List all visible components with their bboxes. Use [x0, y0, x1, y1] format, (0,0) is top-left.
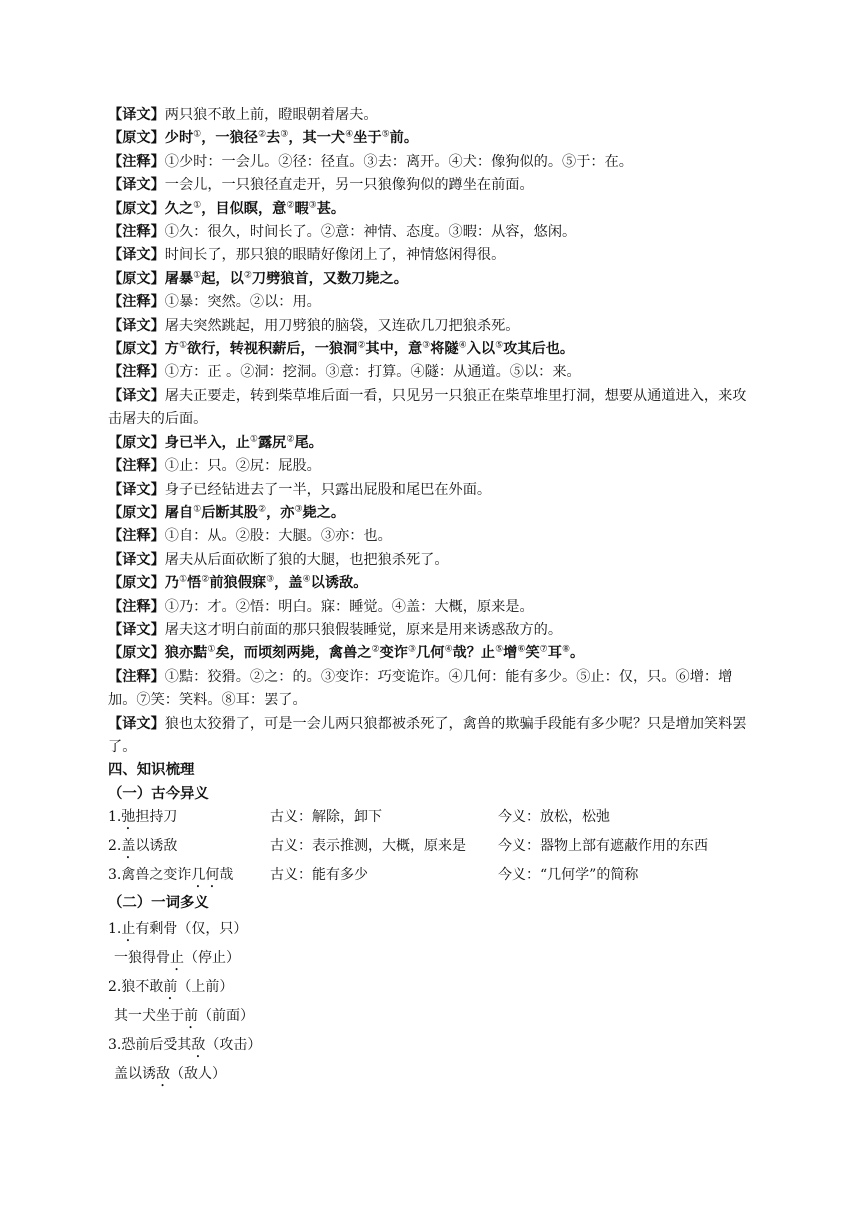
- line-text: 屠夫从后面砍断了狼的大腿，也把狼杀死了。: [164, 551, 449, 568]
- line-tag: 【译文】: [108, 715, 165, 732]
- note-marker: ①: [178, 574, 188, 585]
- line-text: 狼也太狡猾了，可是一会儿两只狼都被杀死了，禽兽的欺骗手段能有多少呢？只是增加笑料罢了。: [108, 715, 747, 755]
- phrase-suffix: 哉: [219, 867, 234, 884]
- text-line: [108, 525, 753, 548]
- emphasized-word: 敌: [191, 1036, 206, 1053]
- line-tag: 【原文】: [108, 270, 165, 287]
- line-text: 时间长了，那只狼的眼睛好像闭上了，神情悠闲得很。: [164, 247, 506, 264]
- table-row: [108, 862, 753, 891]
- line-tag: 【原文】: [108, 341, 165, 358]
- text-line: [108, 666, 753, 713]
- original-text: 前狼假寐: [209, 575, 267, 592]
- item-prefix: 1.: [108, 920, 122, 937]
- note-marker: ①: [193, 129, 202, 140]
- line-text: 屠夫突然跳起，用刀劈狼的脑袋，又连砍几刀把狼杀死。: [164, 317, 520, 334]
- text-line: [108, 479, 753, 502]
- original-text: 少时: [164, 130, 194, 147]
- item-prefix: 其一犬坐于: [114, 1007, 184, 1024]
- text-line: [108, 619, 753, 642]
- original-text: ，目似瞑，意: [201, 200, 287, 217]
- text-line: [108, 198, 753, 221]
- phrase-suffix: 以诱敌: [135, 838, 178, 855]
- list-item: [108, 1061, 753, 1090]
- line-tag: 【原文】: [108, 575, 165, 592]
- note-marker: ②: [286, 433, 295, 444]
- ancient-meaning: 古义：表示推测，大概，原来是: [270, 838, 466, 855]
- text-line: [108, 502, 753, 525]
- original-text: 矣，而顷刻两毙，禽兽之: [215, 645, 372, 662]
- original-text: 将隧: [430, 341, 459, 358]
- text-line: [108, 596, 753, 619]
- line-tag: 【注释】: [108, 364, 165, 381]
- line-tag: 【译文】: [108, 621, 165, 638]
- original-text: 前。: [389, 130, 419, 147]
- emphasized-word: 敌: [156, 1065, 170, 1082]
- emphasized-word: 前: [184, 1007, 198, 1024]
- item-prefix: 一狼得骨: [114, 949, 170, 966]
- phrase-prefix: 2.: [108, 838, 122, 855]
- original-text: 久之: [164, 200, 194, 217]
- line-tag: 【原文】: [108, 645, 165, 662]
- original-text: 变诈: [379, 645, 408, 662]
- note-marker: ①: [207, 644, 216, 655]
- line-tag: 【译文】: [108, 247, 165, 264]
- line-text: 屠夫这才明白前面的那只狼假装睡觉，原来是用来诱惑敌方的。: [164, 621, 563, 638]
- text-line: [108, 315, 753, 338]
- line-text: 身子已经钻进去了一半，只露出屁股和尾巴在外面。: [164, 481, 492, 498]
- list-item: [108, 945, 753, 974]
- note-marker: ⑤: [495, 644, 504, 655]
- original-text: 身已半入，止: [164, 434, 250, 451]
- line-tag: 【注释】: [108, 153, 165, 170]
- line-tag: 【原文】: [108, 504, 165, 521]
- text-line: [108, 291, 753, 314]
- original-text: 屠暴: [164, 270, 194, 287]
- text-line: [108, 268, 753, 291]
- modern-meaning: 今义：放松，松弛: [498, 809, 610, 826]
- list-item: [108, 1003, 753, 1032]
- original-text: 毙之。: [302, 504, 346, 521]
- original-text: ，一狼径: [201, 130, 258, 147]
- list-item: [108, 1032, 753, 1061]
- original-text: 增: [503, 645, 518, 662]
- phrase-prefix: 1.: [108, 809, 122, 826]
- text-line: [108, 572, 753, 595]
- line-tag: 【注释】: [108, 294, 165, 311]
- line-text: ①方：正 。②洞：挖洞。③意：打算。④隧：从通道。⑤以：来。: [164, 364, 581, 381]
- original-text: 方: [164, 341, 179, 358]
- note-marker: ③: [422, 340, 431, 351]
- line-text: ①暴：突然。②以：用。: [164, 294, 321, 311]
- original-text: 乃: [164, 575, 179, 592]
- note-marker: ⑧: [561, 644, 571, 655]
- original-text: 其中，意: [365, 341, 423, 358]
- line-tag: 【注释】: [108, 458, 165, 475]
- modern-meaning: 今义：“几何学”的简称: [498, 867, 639, 884]
- line-text: ①乃：才。②悟：明白。寐：睡觉。④盖：大概，原来是。: [164, 598, 534, 615]
- gujin-table: [108, 804, 753, 891]
- text-line: [108, 338, 753, 361]
- list-item: [108, 916, 753, 945]
- item-suffix: （前面）: [198, 1007, 254, 1024]
- note-marker: ②: [286, 199, 295, 210]
- line-text: 屠夫正要走，转到柴草堆后面一看，只见另一只狼正在柴草堆里打洞，想要从通道进入，来攻击屠夫的后面。: [108, 387, 747, 428]
- original-text: 耳: [547, 645, 562, 662]
- text-line: [108, 127, 753, 150]
- subsection-title-yici: （二）一词多义: [108, 895, 209, 912]
- note-marker: ⑥: [517, 644, 526, 655]
- original-text: 悟: [187, 575, 202, 592]
- section-title: 四、知识梳理: [108, 762, 195, 779]
- line-tag: 【原文】: [108, 200, 165, 217]
- original-text: 甚。: [316, 200, 346, 217]
- text-line: [108, 549, 753, 572]
- text-line: [108, 104, 753, 127]
- note-marker: ③: [308, 199, 317, 210]
- note-marker: ④: [444, 644, 453, 655]
- original-text: 以诱敌。: [310, 575, 368, 592]
- emphasized-word: 弛: [121, 809, 136, 826]
- original-text: 尾。: [294, 434, 323, 451]
- item-suffix: （攻击）: [205, 1036, 262, 1053]
- emphasized-word: 前: [163, 978, 178, 995]
- note-marker: ④: [458, 340, 467, 351]
- phrase-prefix: 3.禽兽之变诈: [108, 867, 192, 884]
- original-text: ，亦: [266, 504, 295, 521]
- original-text: 。: [570, 645, 585, 662]
- line-tag: 【原文】: [108, 130, 165, 147]
- item-suffix: （敌人）: [170, 1065, 226, 1082]
- original-text: 几何: [416, 645, 445, 662]
- note-marker: ①: [249, 433, 258, 444]
- table-row: [108, 833, 753, 862]
- text-line: [108, 713, 753, 760]
- original-text: 起，以: [201, 270, 244, 287]
- line-tag: 【注释】: [108, 224, 165, 241]
- original-text: 入以: [466, 341, 496, 358]
- note-marker: ③: [294, 504, 303, 515]
- text-line: [108, 244, 753, 267]
- phrase-cell: [108, 804, 270, 833]
- document-page: [108, 104, 753, 1090]
- original-text: 哉？止: [452, 645, 496, 662]
- translation-annotation-lines: [108, 104, 753, 759]
- note-marker: ②: [243, 270, 252, 281]
- note-marker: ③: [280, 129, 289, 140]
- note-marker: ⑤: [495, 340, 504, 351]
- note-marker: ③: [407, 644, 417, 655]
- original-text: 欲行，转视积薪后，一狼洞: [187, 341, 358, 358]
- line-tag: 【注释】: [108, 598, 165, 615]
- item-prefix: 3.恐前后受其: [108, 1036, 192, 1053]
- list-item: [108, 974, 753, 1003]
- note-marker: ②: [357, 340, 366, 351]
- item-suffix: （停止）: [184, 949, 240, 966]
- line-text: 一会儿，一只狼径直走开，另一只狼像狗似的蹲坐在前面。: [164, 177, 534, 194]
- original-text: 屠自: [164, 504, 194, 521]
- polysemy-list: [108, 916, 753, 1090]
- original-text: ，盖: [274, 575, 303, 592]
- line-tag: 【译文】: [108, 317, 165, 334]
- original-text: 暇: [294, 200, 309, 217]
- note-marker: ②: [201, 574, 210, 585]
- line-text: ①少时：一会儿。②径：径直。③去：离开。④犬：像狗似的。⑤于：在。: [164, 153, 633, 170]
- emphasized-word: 几何: [191, 867, 220, 884]
- note-marker: ①: [178, 340, 188, 351]
- text-line: [108, 174, 753, 197]
- note-marker: ④: [302, 574, 311, 585]
- line-text: ①止：只。②尻：屁股。: [164, 458, 321, 475]
- line-text: ①自：从。②股：大腿。③亦：也。: [164, 528, 392, 545]
- original-text: 坐于: [353, 130, 382, 147]
- line-tag: 【译文】: [108, 177, 165, 194]
- note-marker: ②: [258, 129, 267, 140]
- text-line: [108, 361, 753, 384]
- item-prefix: 2.狼不敢: [108, 978, 164, 995]
- note-marker: ②: [371, 644, 380, 655]
- ancient-meaning: 古义：能有多少: [270, 867, 368, 884]
- original-text: 后断其股: [201, 504, 258, 521]
- original-text: ，其一犬: [288, 130, 346, 147]
- original-text: 去: [266, 130, 281, 147]
- line-tag: 【译文】: [108, 107, 165, 123]
- table-row: [108, 804, 753, 833]
- phrase-cell: [108, 862, 270, 891]
- note-marker: ⑦: [539, 644, 548, 655]
- note-marker: ④: [345, 129, 354, 140]
- text-line: [108, 455, 753, 478]
- text-line: [108, 432, 753, 455]
- line-text: ①久：很久，时间长了。②意：神情、态度。③暇：从容，悠闲。: [164, 224, 577, 241]
- line-tag: 【译文】: [108, 387, 165, 404]
- phrase-suffix: 担持刀: [135, 809, 178, 826]
- note-marker: ①: [193, 504, 202, 515]
- original-text: 狼亦黠: [164, 645, 208, 662]
- ancient-meaning: 古义：解除，卸下: [270, 809, 382, 826]
- emphasized-word: 止: [121, 920, 136, 937]
- original-text: 攻其后也。: [503, 341, 575, 358]
- emphasized-word: 盖: [121, 838, 136, 855]
- note-marker: ⑤: [381, 129, 390, 140]
- note-marker: ②: [258, 504, 267, 515]
- note-marker: ③: [266, 574, 275, 585]
- original-text: 笑: [525, 645, 540, 662]
- line-text: 两只狼不敢上前，瞪眼朝着屠夫。: [164, 107, 378, 123]
- item-suffix: （上前）: [177, 978, 234, 995]
- modern-meaning: 今义：器物上部有遮蔽作用的东西: [498, 838, 708, 855]
- line-tag: 【译文】: [108, 551, 165, 568]
- line-tag: 【注释】: [108, 668, 165, 685]
- line-tag: 【原文】: [108, 434, 165, 451]
- phrase-cell: [108, 833, 270, 862]
- item-suffix: 有剩骨（仅，只）: [135, 920, 248, 937]
- subsection-title-gujin: （一）古今异义: [108, 785, 209, 802]
- text-line: [108, 385, 753, 432]
- item-prefix: 盖以诱: [114, 1065, 156, 1082]
- note-marker: ①: [193, 270, 202, 281]
- text-line: [108, 151, 753, 174]
- original-text: 露尻: [257, 434, 287, 451]
- line-tag: 【注释】: [108, 528, 165, 545]
- emphasized-word: 止: [170, 949, 184, 966]
- line-text: ①黠：狡猾。②之：的。③变诈：巧变诡诈。④几何：能有多少。⑤止：仅，只。⑥增：增加。⑦笑：笑料。⑧耳：罢了。: [108, 668, 733, 709]
- text-line: [108, 221, 753, 244]
- text-line: [108, 642, 753, 665]
- original-text: 刀劈狼首，又数刀毙之。: [251, 270, 408, 287]
- note-marker: ①: [193, 199, 202, 210]
- line-tag: 【译文】: [108, 481, 165, 498]
